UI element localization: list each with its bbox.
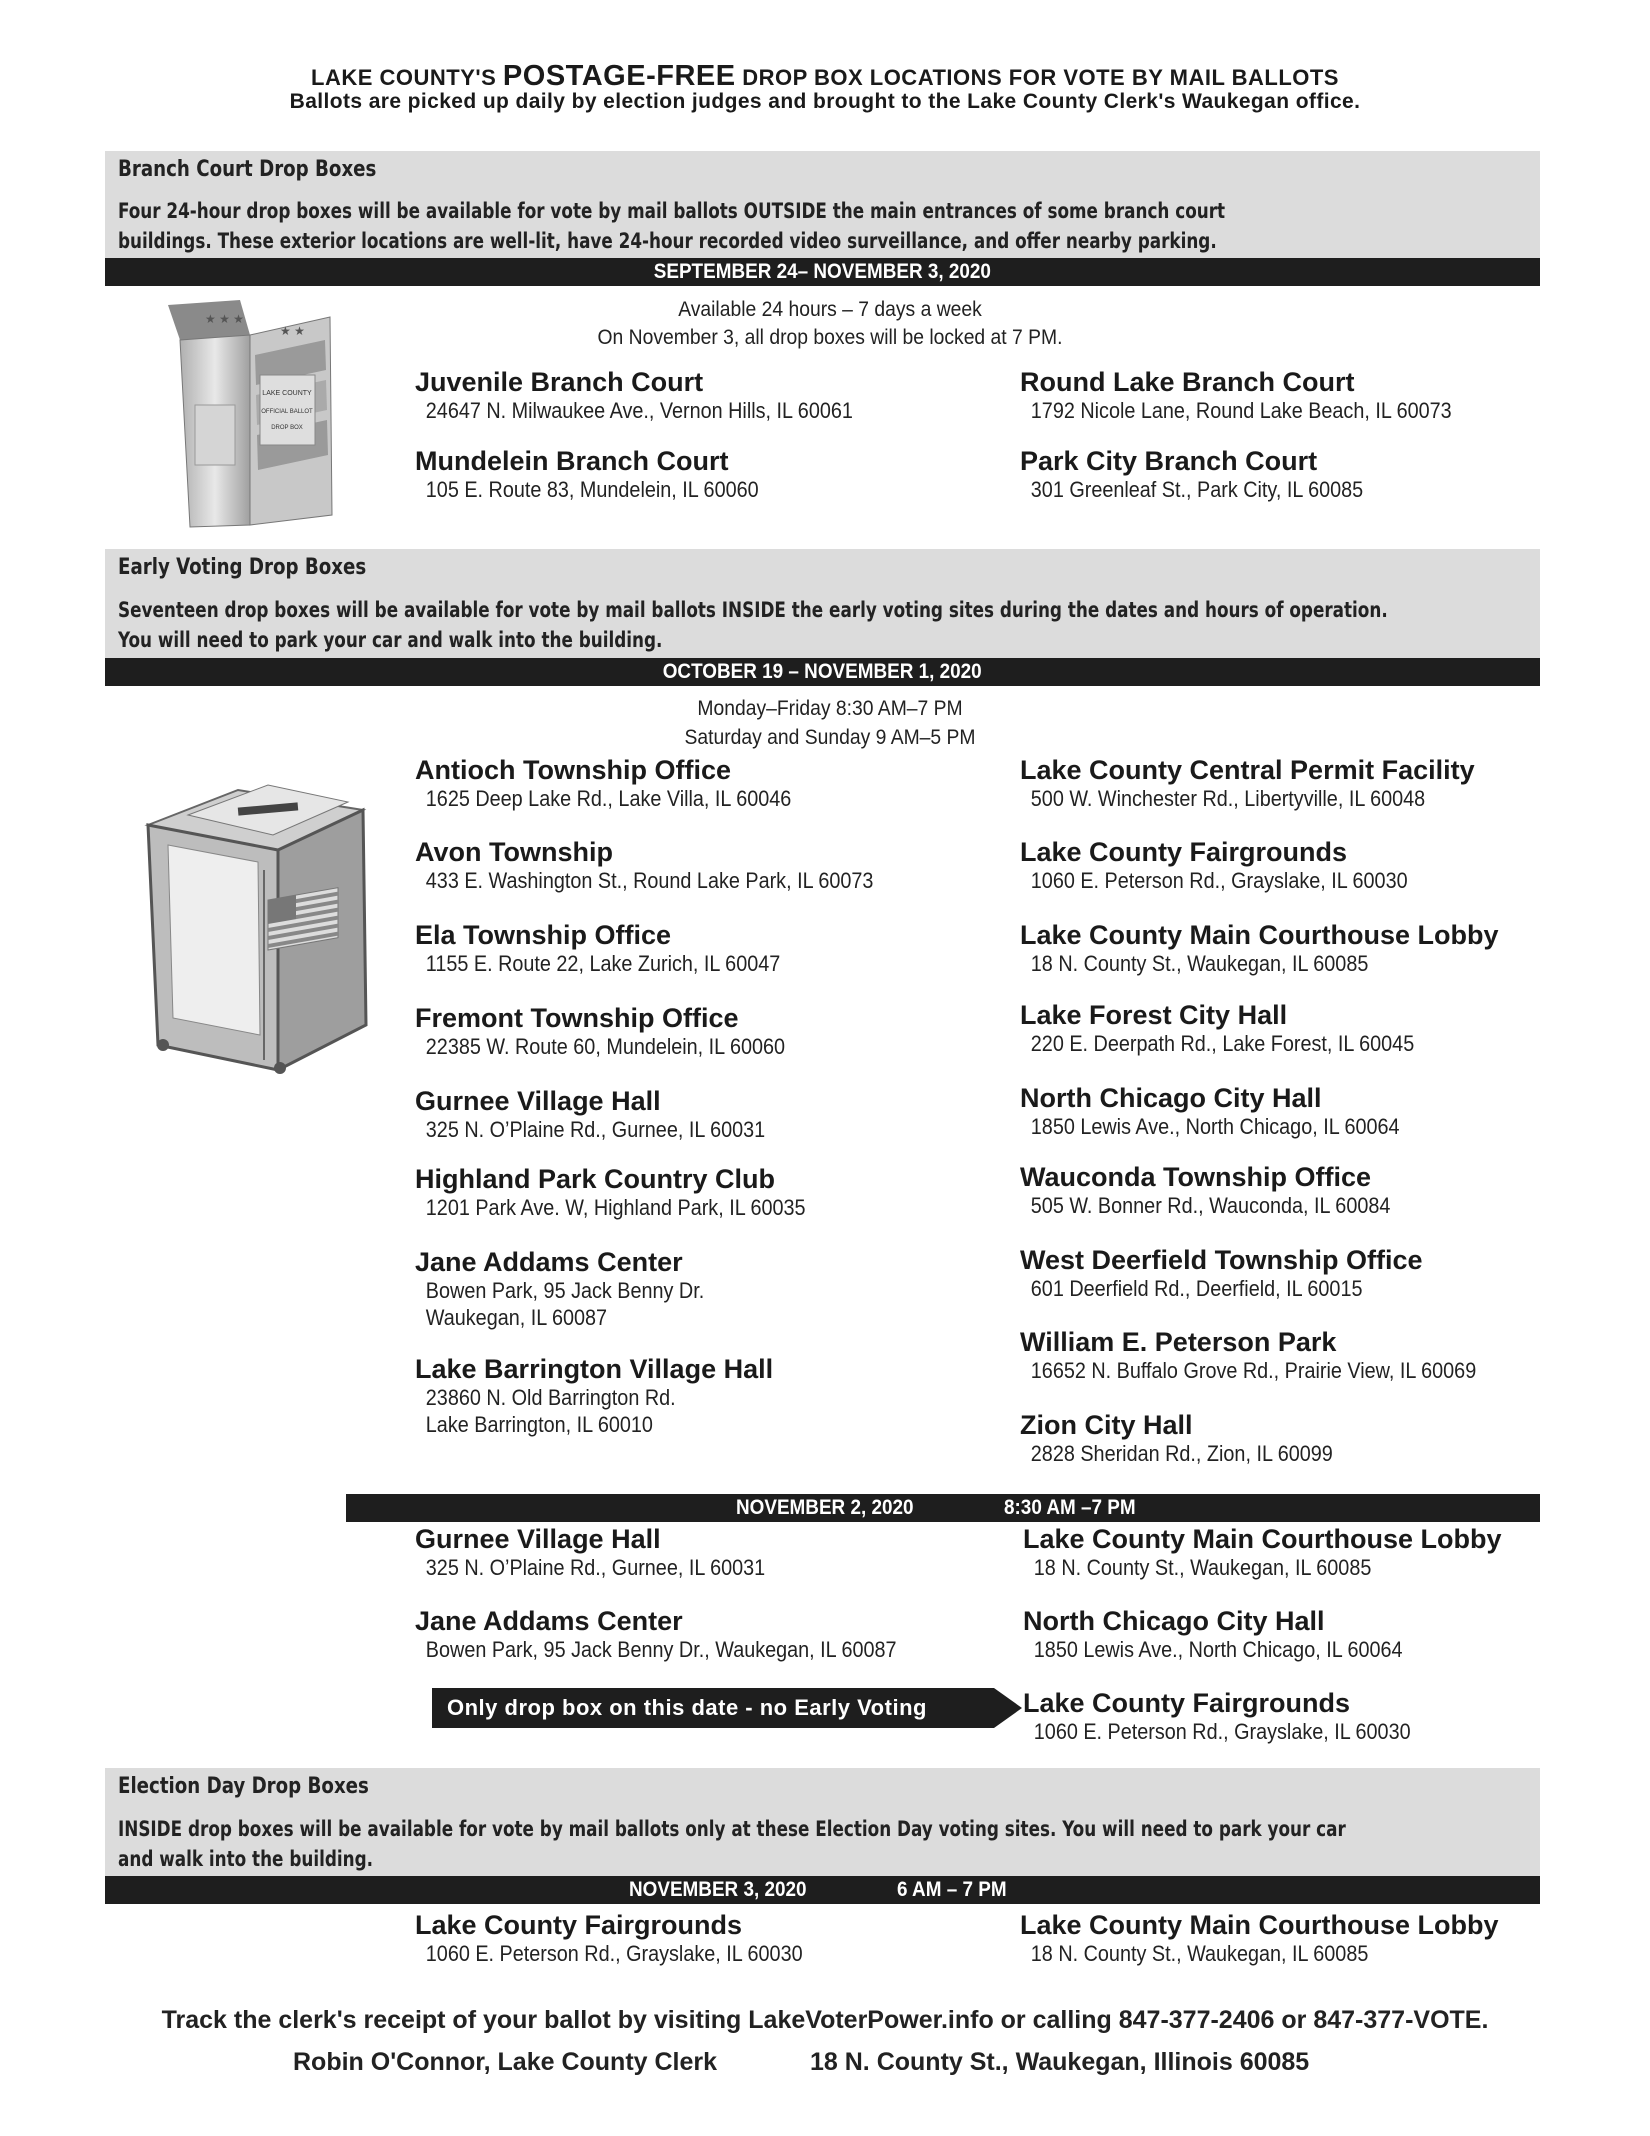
election-day-desc-line1: INSIDE drop boxes will be available for vote by mail ballots only at these Election Day voting sites. You will need to park your car [118,1817,1346,1841]
location-name: West Deerfield Township Office [1020,1245,1423,1275]
location-address: 1850 Lewis Ave., North Chicago, IL 60064 [1033,1637,1403,1662]
location-address: 301 Greenleaf St., Park City, IL 60085 [1030,477,1364,502]
location-zion-city-hall [1020,1410,1368,1467]
no-early-voting-callout [432,1688,994,1728]
location-round-lake-branch-court [1020,367,1500,424]
location-address: 1792 Nicole Lane, Round Lake Beach, IL 60073 [1030,398,1452,423]
location-address: 16652 N. Buffalo Grove Rd., Prairie View, IL 60069 [1030,1358,1477,1383]
location-name: Zion City Hall [1020,1410,1193,1440]
location-name: Gurnee Village Hall [415,1524,661,1554]
early-voting-desc-line1: Seventeen drop boxes will be available for vote by mail ballots INSIDE the early voting sites during the dates and hours of operation. [118,598,1388,622]
location-address: 1060 E. Peterson Rd., Grayslake, IL 60030 [1030,868,1408,893]
nov2-location-jane-addams-center [415,1606,950,1663]
branch-court-heading: Branch Court Drop Boxes [118,157,377,182]
location-address: 500 W. Winchester Rd., Libertyville, IL 60048 [1030,786,1426,811]
location-lake-county-fairgrounds [1020,837,1451,894]
location-main-courthouse-lobby [1020,920,1499,977]
location-name: Lake County Fairgrounds [415,1910,743,1940]
nov2-location-main-courthouse-lobby [1023,1524,1502,1581]
drop-box-label-mid: OFFICIAL BALLOT [261,409,313,415]
early-voting-hours-weekday: Monday–Friday 8:30 AM–7 PM [697,697,963,720]
location-name: Lake Barrington Village Hall [415,1354,774,1384]
location-name: Avon Township [415,837,613,867]
location-address: 1625 Deep Lake Rd., Lake Villa, IL 60046 [425,786,792,811]
location-name: North Chicago City Hall [1023,1606,1325,1636]
location-name: Round Lake Branch Court [1020,367,1355,397]
location-address: 18 N. County St., Waukegan, IL 60085 [1030,1941,1369,1966]
title-emphasis: POSTAGE-FREE [502,60,736,92]
location-highland-park-country-club [415,1164,849,1221]
nov2-location-lake-county-fairgrounds [1023,1688,1454,1745]
svg-text:★ ★ ★: ★ ★ ★ [205,312,244,326]
election-day-heading: Election Day Drop Boxes [118,1774,369,1799]
location-north-chicago-city-hall [1020,1083,1442,1140]
no-early-voting-note: Only drop box on this date - no Early Voting [447,1695,927,1720]
location-name: Antioch Township Office [415,755,731,785]
nov2-location-north-chicago-city-hall [1023,1606,1445,1663]
location-name: Highland Park Country Club [415,1164,776,1194]
nov2-hours: 8:30 AM –7 PM [1004,1496,1136,1519]
location-name: Fremont Township Office [415,1003,739,1033]
location-address: 1201 Park Ave. W, Highland Park, IL 60035 [425,1195,806,1220]
eday-location-main-courthouse-lobby [1020,1910,1499,1967]
location-mundelein-branch-court [415,446,797,503]
location-name: North Chicago City Hall [1020,1083,1322,1113]
location-lake-barrington-village-hall [415,1354,773,1438]
location-name: Jane Addams Center [415,1606,683,1636]
election-day-date-bar [105,1876,1540,1904]
election-day-desc-line2: and walk into the building. [118,1847,374,1871]
location-name: Lake County Fairgrounds [1020,837,1348,867]
nov2-date: NOVEMBER 2, 2020 [736,1496,914,1519]
eday-location-lake-county-fairgrounds [415,1910,846,1967]
location-gurnee-village-hall [415,1086,804,1143]
indoor-drop-box-image [128,780,373,1075]
early-voting-info-box [105,549,1540,658]
location-address: 325 N. O’Plaine Rd., Gurnee, IL 60031 [425,1555,766,1580]
early-voting-dates: OCTOBER 19 – NOVEMBER 1, 2020 [663,660,982,683]
location-name: Ela Township Office [415,920,672,950]
location-william-e-peterson-park [1020,1327,1527,1384]
early-voting-heading: Early Voting Drop Boxes [118,555,367,580]
branch-court-info-box [105,151,1540,258]
location-jane-addams-center [415,1247,736,1331]
location-address: Bowen Park, 95 Jack Benny Dr. [425,1278,705,1303]
location-park-city-branch-court [1020,446,1401,503]
drop-box-label-bot: DROP BOX [271,425,303,431]
location-central-permit-facility [1020,755,1475,812]
location-address: 505 W. Bonner Rd., Wauconda, IL 60084 [1030,1193,1391,1218]
location-name: Gurnee Village Hall [415,1086,661,1116]
location-name: Lake County Fairgrounds [1023,1688,1351,1718]
location-address-line2: Lake Barrington, IL 60010 [425,1412,653,1437]
location-ela-township-office [415,920,821,977]
location-address: 433 E. Washington St., Round Lake Park, IL 60073 [425,868,874,893]
location-lake-forest-city-hall [1020,1000,1458,1057]
location-antioch-township-office [415,755,833,812]
election-day-hours: 6 AM – 7 PM [897,1878,1007,1901]
election-day-info-box [105,1768,1540,1876]
location-name: Lake Forest City Hall [1020,1000,1288,1030]
early-voting-hours-weekend: Saturday and Sunday 9 AM–5 PM [684,726,976,749]
location-name: Lake County Main Courthouse Lobby [1023,1524,1502,1554]
location-address: 18 N. County St., Waukegan, IL 60085 [1033,1555,1372,1580]
location-address: 1155 E. Route 22, Lake Zurich, IL 60047 [425,951,781,976]
location-west-deerfield-township-office [1020,1245,1423,1302]
location-name: William E. Peterson Park [1020,1327,1337,1357]
page-subtitle: Ballots are picked up daily by election judges and brought to the Lake County Clerk's Waukegan office. [289,90,1361,113]
location-name: Juvenile Branch Court [415,367,704,397]
location-address: 24647 N. Milwaukee Ave., Vernon Hills, IL 60061 [425,398,853,423]
branch-court-dates: SEPTEMBER 24– NOVEMBER 3, 2020 [653,260,992,283]
location-name: Jane Addams Center [415,1247,683,1277]
clerk-address: 18 N. County St., Waukegan, Illinois 60085 [810,2048,1310,2076]
location-address-line2: Waukegan, IL 60087 [425,1305,608,1330]
early-voting-desc-line2: You will need to park your car and walk into the building. [118,628,663,652]
location-address: 23860 N. Old Barrington Rd. [425,1385,676,1410]
location-juvenile-branch-court [415,367,902,424]
location-fremont-township-office [415,1003,826,1060]
location-address: 2828 Sheridan Rd., Zion, IL 60099 [1030,1441,1333,1466]
location-wauconda-township-office [1020,1162,1432,1219]
branch-court-desc-line2: buildings. These exterior locations are well-lit, have 24-hour recorded video surveillance, and offer nearby parking. [118,229,1217,253]
early-voting-date-bar [105,658,1540,686]
location-address: 22385 W. Route 60, Mundelein, IL 60060 [425,1034,786,1059]
title-pre: LAKE COUNTY'S [311,65,503,90]
drop-box-label-top: LAKE COUNTY [262,390,312,397]
location-name: Lake County Main Courthouse Lobby [1020,920,1499,950]
location-name: Lake County Central Permit Facility [1020,755,1475,785]
location-name: Park City Branch Court [1020,446,1318,476]
nov2-location-gurnee-village-hall [415,1524,804,1581]
election-day-date: NOVEMBER 3, 2020 [629,1878,807,1901]
location-address: 105 E. Route 83, Mundelein, IL 60060 [425,477,759,502]
location-name: Lake County Main Courthouse Lobby [1020,1910,1499,1940]
clerk-name: Robin O'Connor, Lake County Clerk [293,2048,718,2076]
location-address: 220 E. Deerpath Rd., Lake Forest, IL 60045 [1030,1031,1415,1056]
location-avon-township [415,837,924,894]
branch-court-date-bar [105,258,1540,286]
track-ballot-note: Track the clerk's receipt of your ballot by visiting LakeVoterPower.info or calling 847-377-2406 or 847-377-VOTE. [161,2006,1489,2034]
location-address: 325 N. O’Plaine Rd., Gurnee, IL 60031 [425,1117,766,1142]
branch-court-desc-line1: Four 24-hour drop boxes will be available for vote by mail ballots OUTSIDE the main entrances of some branch court [118,199,1226,223]
location-name: Mundelein Branch Court [415,446,729,476]
location-address: 601 Deerfield Rd., Deerfield, IL 60015 [1030,1276,1363,1301]
branch-court-hours-2: On November 3, all drop boxes will be locked at 7 PM. [597,326,1063,349]
nov2-date-bar [346,1494,1540,1522]
branch-court-hours-1: Available 24 hours – 7 days a week [678,298,982,321]
page-title [0,60,1650,93]
location-address: 18 N. County St., Waukegan, IL 60085 [1030,951,1369,976]
svg-text:★ ★: ★ ★ [280,324,305,338]
location-address: 1850 Lewis Ave., North Chicago, IL 60064 [1030,1114,1400,1139]
location-name: Wauconda Township Office [1020,1162,1371,1192]
location-address: 1060 E. Peterson Rd., Grayslake, IL 60030 [1033,1719,1411,1744]
outdoor-drop-box-image [160,295,340,530]
location-address: 1060 E. Peterson Rd., Grayslake, IL 60030 [425,1941,803,1966]
location-address: Bowen Park, 95 Jack Benny Dr., Waukegan, IL 60087 [425,1637,897,1662]
title-post: DROP BOX LOCATIONS FOR VOTE BY MAIL BALLOTS [735,65,1339,90]
